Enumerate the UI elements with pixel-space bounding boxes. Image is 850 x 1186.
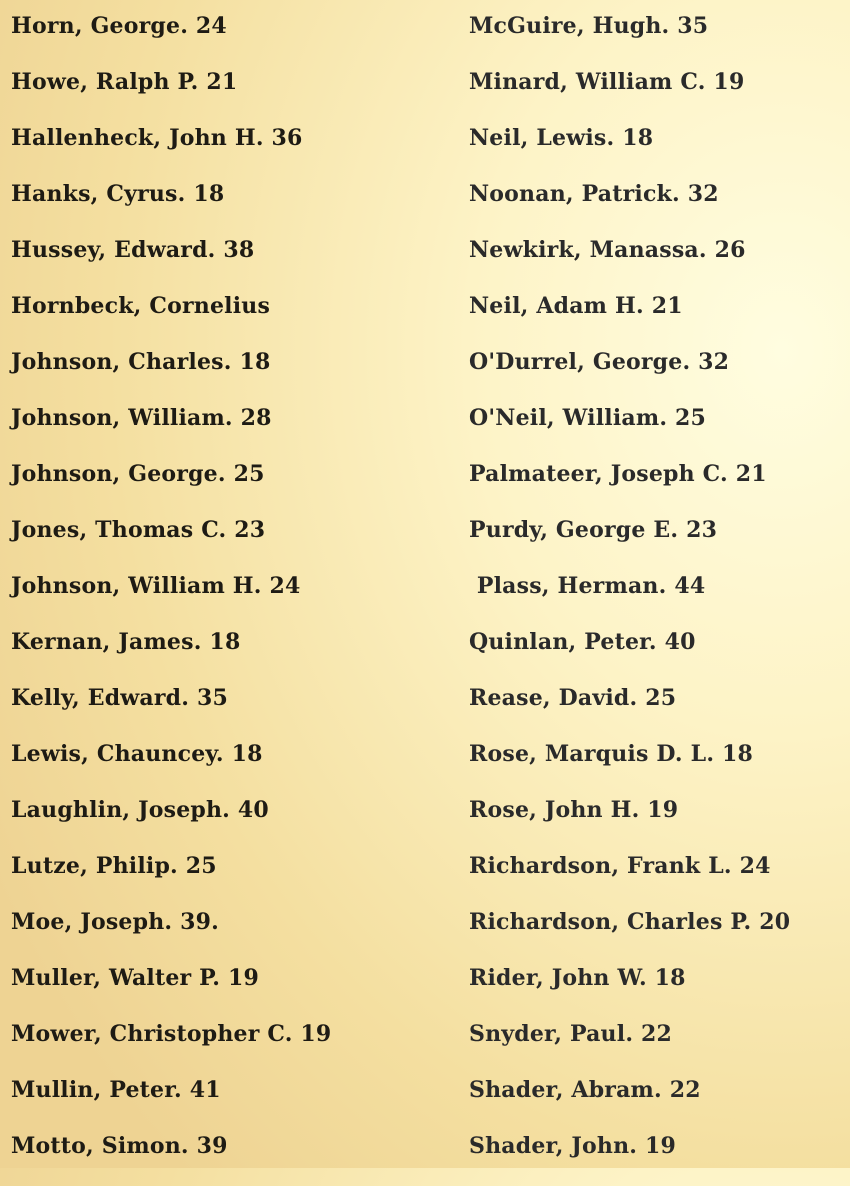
roster-entry: Howe, Ralph P. 21 [11,69,238,95]
roster-entry: McGuire, Hugh. 35 [469,13,709,39]
roster-entry: Plass, Herman. 44 [469,573,706,599]
roster-entry: O'Neil, William. 25 [469,405,707,431]
roster-entry: Johnson, William. 28 [11,405,272,431]
left-name-column [11,10,331,1186]
roster-entry: Hanks, Cyrus. 18 [11,181,225,207]
roster-entry: Snyder, Paul. 22 [469,1021,673,1047]
roster-entry: Motto, Simon. 39 [11,1133,228,1159]
roster-entry: Rider, John W. 18 [469,965,686,991]
roster-entry: Hallenheck, John H. 36 [11,125,303,151]
roster-entry: Palmateer, Joseph C. 21 [469,461,767,487]
roster-entry: Johnson, William H. 24 [11,573,301,599]
roster-entry: Minard, William C. 19 [469,69,745,95]
roster-entry: Laughlin, Joseph. 40 [11,797,269,823]
roster-entry: Muller, Walter P. 19 [11,965,260,991]
right-name-column [469,10,790,1186]
roster-entry: Mower, Christopher C. 19 [11,1021,332,1047]
roster-entry: Kelly, Edward. 35 [11,685,228,711]
roster-entry: Lewis, Chauncey. 18 [11,741,263,767]
roster-entry: Richardson, Charles P. 20 [469,909,791,935]
roster-entry: Shader, John. 19 [469,1133,677,1159]
roster-entry: Horn, George. 24 [11,13,227,39]
roster-entry: Shader, Abram. 22 [469,1077,701,1103]
roster-entry: Jones, Thomas C. 23 [11,517,266,543]
roster-entry: Rose, John H. 19 [469,797,679,823]
roster-entry: Mullin, Peter. 41 [11,1077,221,1103]
roster-entry: Noonan, Patrick. 32 [469,181,719,207]
roster-entry: Rose, Marquis D. L. 18 [469,741,754,767]
roster-entry: Quinlan, Peter. 40 [469,629,696,655]
roster-entry: O'Durrel, George. 32 [469,349,730,375]
roster-entry: Johnson, George. 25 [11,461,265,487]
roster-entry: Johnson, Charles. 18 [11,349,271,375]
roster-entry: Moe, Joseph. 39. [11,909,219,935]
roster-entry: Newkirk, Manassa. 26 [469,237,746,263]
roster-entry: Lutze, Philip. 25 [11,853,217,879]
roster-entry: Richardson, Frank L. 24 [469,853,771,879]
roster-entry: Neil, Lewis. 18 [469,125,654,151]
roster-entry: Neil, Adam H. 21 [469,293,683,319]
roster-entry: Hussey, Edward. 38 [11,237,255,263]
roster-entry: Kernan, James. 18 [11,629,241,655]
roster-entry: Purdy, George E. 23 [469,517,718,543]
roster-entry: Hornbeck, Cornelius [11,293,271,319]
roster-entry: Rease, David. 25 [469,685,677,711]
